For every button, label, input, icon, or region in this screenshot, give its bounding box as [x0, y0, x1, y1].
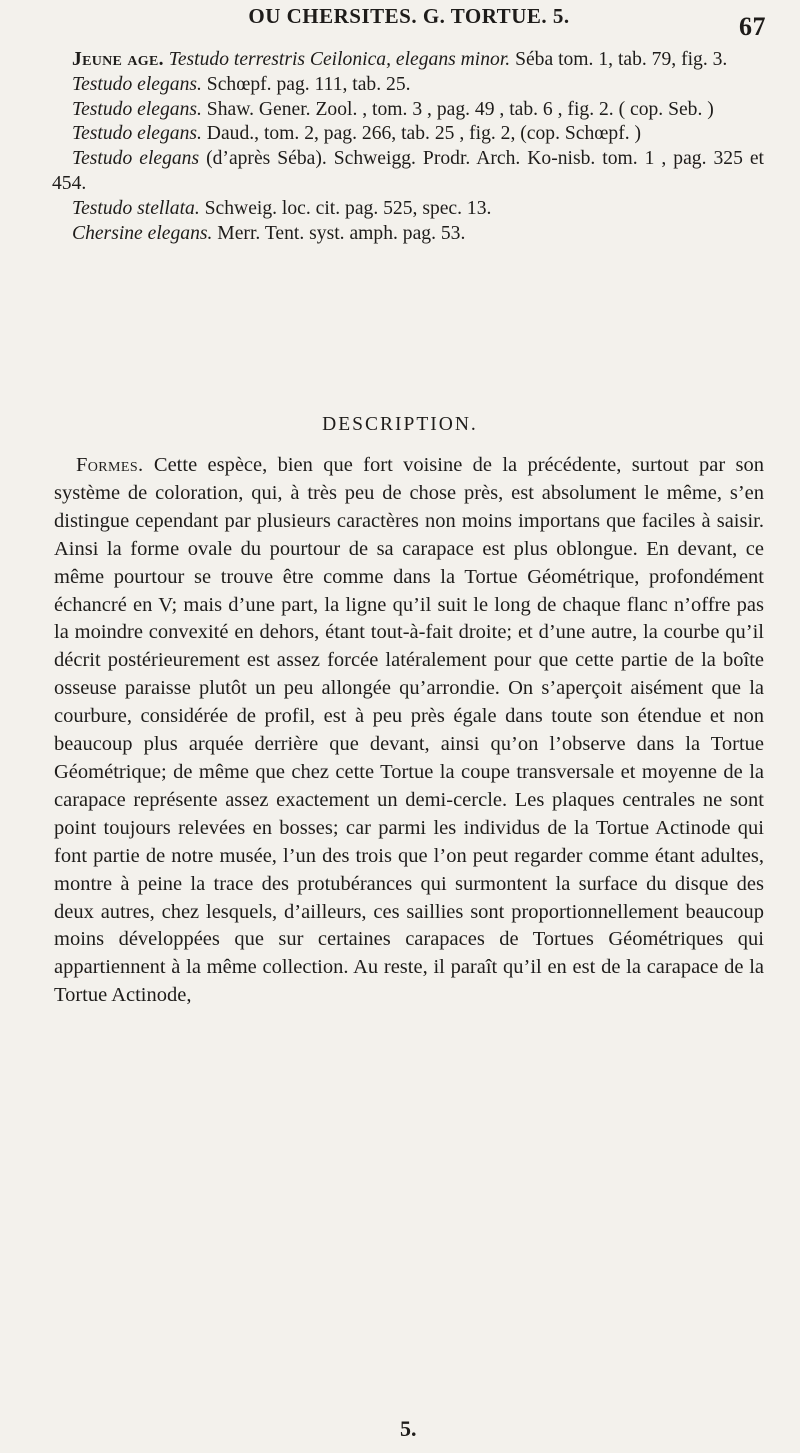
- species-name: Testudo elegans: [72, 148, 200, 170]
- synonymy-entry: [52, 48, 764, 73]
- synonymy-entry: [52, 122, 764, 147]
- citation: Schœpf. pag. 111, tab. 25.: [201, 73, 411, 95]
- species-name: Testudo elegans.: [72, 123, 202, 145]
- citation: Séba tom. 1, tab. 79, fig. 3.: [510, 49, 728, 70]
- species-name: Testudo elegans.: [72, 98, 202, 120]
- section-heading: DESCRIPTION.: [322, 414, 478, 435]
- synonymy-entry: [52, 197, 764, 222]
- synonymy-entry: [52, 222, 764, 247]
- description-paragraph: [54, 452, 764, 1010]
- paragraph-lead: Formes.: [76, 454, 144, 476]
- paragraph-text: Cette espèce, bien que fort voisine de la précédente, surtout par son système de coloration, qui, à très peu de chose près, est absolument le même, s’en distingue cependant par plusieurs caractères non moins importans que faciles à saisir. Ainsi la forme ovale du pourtour de sa carapace est plus oblongue. En devant, ce même pourtour se trouve être comme dans la Tortue Géométrique, profondément échancré en V; mais d’une part, la ligne qu’il suit le long de chaque flanc n’offre pas la moindre convexité en dehors, étant tout-à-fait droite; et d’une autre, la courbe qu’il décrit postérieurement est assez forcée latéralement pour que cette partie de la boîte osseuse paraisse plutôt un peu allongée qu’arrondie. On s’aperçoit aisément que la courbure, considérée de profil, est à peu près égale dans toute son étendue et non beaucoup plus arquée derrière que devant, ainsi qu’on l’observe dans la Tortue Géométrique; de même que chez cette Tortue la coupe transversale et moyenne de la carapace représente assez exactement un demi-cercle. Les plaques centrales ne sont point toujours relevées en bosses; car parmi les individus de la Tortue Actinode qui font partie de notre musée, l’un des trois que l’on peut regarder comme étant adultes, montre à peine la trace des protubérances qui surmontent la surface du disque des deux autres, chez lesquels, d’ailleurs, ces saillies sont proportionnellement beaucoup moins développées que sur certaines carapaces de Tortues Géométriques qui appartiennent à la même collection. Au reste, il paraît qu’il en est de la carapace de la Tortue Actinode,: [54, 454, 764, 1007]
- species-name: Testudo terrestris Ceilonica, elegans minor.: [168, 49, 511, 70]
- citation: Shaw. Gener. Zool. , tom. 3 , pag. 49 , tab. 6 , fig. 2. ( cop. Seb. ): [201, 98, 714, 120]
- description-body: [54, 452, 764, 1010]
- synonymy-list: [52, 48, 764, 246]
- page-number: 67: [739, 12, 766, 41]
- citation: (d’après Séba). Schweigg. Prodr. Arch. Ko-nisb. tom. 1 , pag. 325 et 454.: [52, 148, 764, 194]
- species-name: Testudo elegans.: [72, 73, 202, 95]
- synonymy-lead: Jeune age.: [72, 49, 164, 70]
- citation: Daud., tom. 2, pag. 266, tab. 25 , fig. 2, (cop. Schœpf. ): [201, 123, 642, 145]
- running-head: [52, 2, 766, 42]
- citation: Merr. Tent. syst. amph. pag. 53.: [212, 222, 466, 244]
- synonymy-entry: [52, 73, 764, 98]
- synonymy-entry: [52, 147, 764, 197]
- citation: Schweig. loc. cit. pag. 525, spec. 13.: [199, 197, 492, 219]
- synonymy-entry: [52, 98, 764, 123]
- running-head-title: OU CHERSITES. G. TORTUE. 5.: [248, 4, 570, 28]
- species-name: Testudo stellata.: [72, 197, 200, 219]
- species-name: Chersine elegans.: [72, 222, 213, 244]
- signature-mark: 5.: [400, 1416, 417, 1441]
